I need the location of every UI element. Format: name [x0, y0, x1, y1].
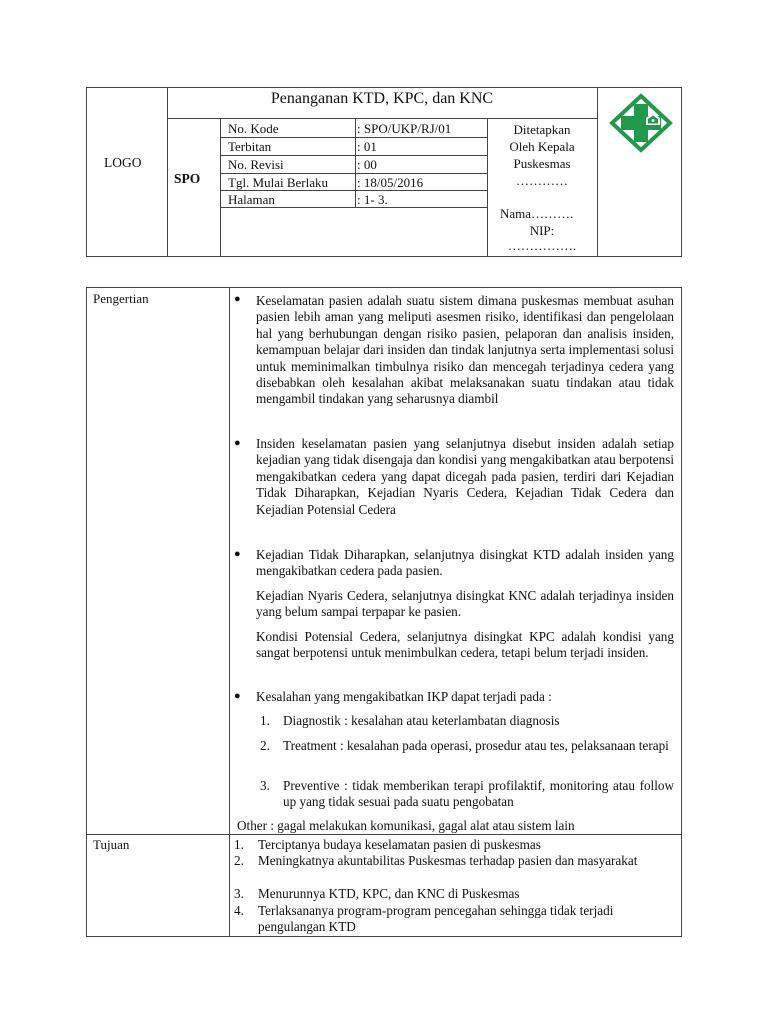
logo-placeholder: LOGO [104, 155, 142, 170]
approval-line: Oleh Kepala [509, 139, 575, 154]
list-number: 2. [260, 738, 270, 753]
pengertian-paragraph: Kejadian Tidak Diharapkan, selanjutnya disingkat KTD adalah insiden yang mengakibatkan cedera pada pasien. [256, 547, 674, 579]
tujuan-item: Meningkatnya akuntabilitas Puskesmas terhadap pasien dan masyarakat [258, 853, 638, 868]
tujuan-item: Terlaksananya program-program pencegahan sehingga tidak terjadi pengulangan KTD [258, 903, 614, 934]
list-number: 3. [260, 778, 270, 793]
bullet-icon: ● [234, 548, 241, 560]
pengertian-paragraph: Kesalahan yang mengakibatkan IKP dapat terjadi pada : [256, 689, 552, 704]
list-item: Preventive : tidak memberikan terapi profilaktif, monitoring atau follow up yang tidak sesuai pada suatu pengobatan [283, 778, 674, 810]
divider [229, 287, 230, 937]
list-item: Treatment : kesalahan pada operasi, prosedur atau tes, pelaksanaan terapi [283, 738, 669, 753]
tujuan-item: Terciptanya budaya keselamatan pasien di puskesmas [258, 837, 541, 852]
meta-label: Terbitan [228, 139, 272, 154]
list-number: 2. [234, 853, 244, 868]
tujuan-item: Menurunnya KTD, KPC, dan KNC di Puskesmas [258, 886, 520, 901]
approval-nama: Nama………. [500, 206, 574, 221]
approval-line: Puskesmas [513, 156, 571, 171]
approval-nip: NIP: [529, 223, 555, 238]
bullet-icon: ● [234, 690, 241, 702]
divider [86, 834, 682, 835]
meta-label: Tgl. Mulai Berlaku [228, 175, 329, 190]
list-number: 1. [234, 837, 244, 852]
knc-paragraph: Kejadian Nyaris Cedera, selanjutnya disingkat KNC adalah terjadinya insiden yang belum sampai terpapar ke pasien. [256, 588, 674, 620]
meta-value: : 1- 3. [357, 192, 388, 207]
list-number: 4. [234, 903, 244, 918]
pengertian-paragraph: Keselamatan pasien adalah suatu sistem dimana puskesmas membuat asuhan pasien lebih aman yang meliputi asesmen risiko, identifikasi dan pengelolaan hal yang berhubungan dengan risiko pasien, pelaporan dan analisis insiden, kemampuan belajar dari insiden dan tindak lanjutnya serta implementasi solusi untuk meminimalkan timbulnya risiko dan mencegah terjadinya cedera yang disebabkan oleh kesalahan akibat melaksanakan suatu tindakan atau tidak mengambil tindakan yang seharusnya diambil [256, 293, 674, 407]
pengertian-label: Pengertian [93, 291, 149, 306]
divider [355, 118, 356, 207]
approval-dots: ………… [516, 173, 568, 188]
approval-line: Ditetapkan [513, 122, 571, 137]
divider [597, 87, 598, 257]
bullet-icon: ● [234, 437, 241, 449]
divider [220, 155, 487, 156]
divider [220, 173, 487, 174]
meta-value: : 18/05/2016 [357, 175, 424, 190]
list-number: 3. [234, 886, 244, 901]
list-item: Diagnostik : kesalahan atau keterlambatan diagnosis [283, 713, 560, 728]
divider [220, 118, 221, 257]
divider [220, 137, 487, 138]
tujuan-label: Tujuan [93, 837, 130, 852]
pengertian-paragraph: Insiden keselamatan pasien yang selanjutnya disebut insiden adalah setiap kejadian yang tidak disengaja dan kondisi yang mengakibatkan atau berpotensi mengakibatkan cedera yang dapat dicegah pada pasien, terdiri dari Kejadian Tidak Diharapkan, Kejadian Nyaris Cedera, Kejadian Tidak Cedera dan Kejadian Potensial Cedera [256, 436, 674, 517]
divider [167, 87, 168, 257]
meta-label: No. Revisi [228, 157, 284, 172]
meta-value: : SPO/UKP/RJ/01 [357, 121, 452, 136]
document-title: Penanganan KTD, KPC, dan KNC [270, 90, 494, 107]
bullet-icon: ● [234, 293, 241, 305]
divider [167, 118, 597, 119]
meta-label: Halaman [228, 192, 275, 207]
puskesmas-emblem-icon [606, 92, 676, 154]
spo-label: SPO [174, 171, 201, 186]
list-number: 1. [260, 713, 270, 728]
kpc-paragraph: Kondisi Potensial Cedera, selanjutnya disingkat KPC adalah kondisi yang sangat berpotensi untuk menimbulkan cedera, tetapi belum terjadi insiden. [256, 629, 674, 661]
approval-nip-dots: ……………. [507, 238, 577, 253]
other-line: Other : gagal melakukan komunikasi, gagal alat atau sistem lain [237, 818, 575, 833]
meta-value: : 00 [357, 157, 377, 172]
meta-value: : 01 [357, 139, 377, 154]
meta-label: No. Kode [228, 121, 279, 136]
